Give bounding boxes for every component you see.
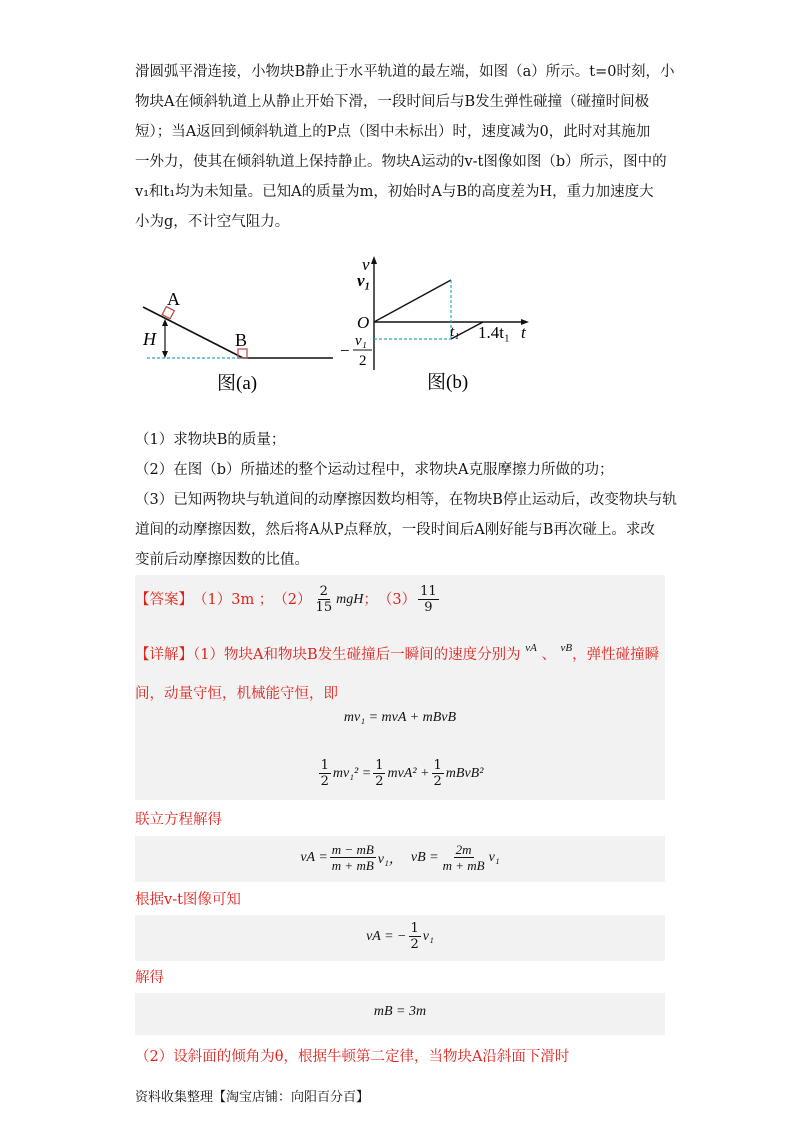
question-3-line-3: 变前后动摩擦因数的比值。 xyxy=(135,552,309,568)
t2-label: 1.4t₁ xyxy=(478,323,510,342)
figure-a xyxy=(135,285,340,395)
eq3-b-lhs: vB = xyxy=(410,849,439,865)
eq2-mid: mvA² + xyxy=(387,765,430,781)
eq3-b-num: 2m xyxy=(455,842,472,857)
v1-label: v₁ xyxy=(357,271,371,290)
eq3-a-tail: v₁， xyxy=(377,851,403,867)
answer-2-suffix: mgH xyxy=(336,591,364,607)
detail-tag: 【详解】 xyxy=(135,647,193,663)
answer-line xyxy=(135,584,665,615)
question-3-line-1: （3）已知两物块与轨道间的动摩擦因数均相等，在物块B停止运动后，改变物块与轨 xyxy=(135,492,677,508)
half-den: 2 xyxy=(359,353,367,369)
half-num: v₁ xyxy=(355,333,367,349)
figure-b xyxy=(335,252,540,397)
label-a: A xyxy=(167,289,180,309)
eq3-a-den: m + mB xyxy=(331,858,374,873)
eq3-a-num: m − mB xyxy=(331,842,374,857)
intro-line-3: 短）；当A返回到倾斜轨道上的P点（图中未标出）时，速度减为0，此时对其施加 xyxy=(135,124,651,140)
label-b: B xyxy=(235,330,248,350)
intro-line-1: 滑圆弧平滑连接，小物块B静止于水平轨道的最左端，如图（a）所示。t=0时刻，小 xyxy=(135,64,675,80)
eq3-a-lhs: vA = xyxy=(300,849,328,865)
axis-v-label: v xyxy=(362,255,370,274)
caption-a: 图(a) xyxy=(217,373,258,394)
eq4-tail: v₁ xyxy=(422,928,434,944)
answer-2-num: 2 xyxy=(319,584,328,599)
detail-comma: 、 xyxy=(541,647,556,663)
question-2: （2）在图（b）所描述的整个运动过程中，求物块A克服摩擦力所做的功； xyxy=(135,462,614,478)
part-2-line: （2）设斜面的倾角为θ，根据牛顿第二定律，当物块A沿斜面下滑时 xyxy=(135,1049,570,1065)
equation-velocities xyxy=(135,842,665,873)
graph-label: 根据v-t图像可知 xyxy=(135,892,241,908)
equation-momentum: mv₁ = mvA + mBvB xyxy=(343,710,457,725)
incline-line xyxy=(143,307,243,358)
eq2-frac-1-den: 2 xyxy=(320,774,329,789)
equation-va: vA = − $\frac{1}{2}$ v₁ xyxy=(366,921,434,952)
question-3-line-2: 道间的动摩擦因数，然后将A从P点释放，一段时间后A刚好能与B再次碰上。求改 xyxy=(135,522,655,538)
detail-text-1-end: ，弹性碰撞瞬 xyxy=(572,647,660,663)
detail-vb: vB xyxy=(560,642,573,654)
equation-energy: $\frac{1}{2}$ mv₁² = $\frac{1}{2}$ mvA² + $\frac{1}{2}$ mBvB² xyxy=(320,758,484,789)
detail-line-2: 间，动量守恒，机械能守恒，即 xyxy=(135,686,338,702)
answer-1: （1）3m ； xyxy=(193,591,274,608)
neg-sign: − xyxy=(340,341,350,360)
detail-va: vA xyxy=(525,642,537,654)
equation-mb: mB = 3m xyxy=(373,1004,427,1019)
answer-2-fraction xyxy=(314,584,335,615)
axis-t-label: t xyxy=(521,323,526,342)
answer-3-fraction xyxy=(418,584,439,615)
eq3-b-den: m + mB xyxy=(442,858,485,873)
detail-line-1 xyxy=(135,638,665,665)
eq2-lhs: mv₁² = xyxy=(332,765,372,781)
answer-sep: ； xyxy=(363,591,378,608)
caption-b: 图(b) xyxy=(427,372,469,393)
intro-line-2: 物块A在倾斜轨道上从静止开始下滑，一段时间后与B发生弹性碰撞（碰撞时间极 xyxy=(135,94,650,110)
answer-3-num: 11 xyxy=(420,584,437,599)
t1-label: t₁ xyxy=(450,324,460,340)
question-1: （1）求物块B的质量； xyxy=(135,432,286,448)
origin-label: O xyxy=(357,313,370,332)
answer-2-den: 15 xyxy=(315,600,333,615)
get-label: 解得 xyxy=(135,970,164,986)
answer-3-den: 9 xyxy=(424,600,433,615)
eq3-b-tail: v₁ xyxy=(488,849,500,865)
eq2-frac-1-num: 1 xyxy=(320,758,329,773)
eq4-lhs: vA = − xyxy=(366,928,407,944)
intro-line-6: 小为g，不计空气阻力。 xyxy=(135,214,290,230)
answer-2-prefix: （2） xyxy=(273,591,312,608)
graph-segment-up xyxy=(374,280,451,322)
label-h: H xyxy=(143,329,156,349)
intro-line-5: v₁和t₁均为未知量。已知A的质量为m，初始时A与B的高度差为H，重力加速度大 xyxy=(135,184,654,200)
eq2-rhs: mBvB² xyxy=(445,765,484,781)
answer-tag: 【答案】 xyxy=(135,591,193,608)
answer-3-prefix: （3） xyxy=(377,591,417,608)
detail-text-1: （1）物块A和物块B发生碰撞后一瞬间的速度分别为 xyxy=(193,647,521,663)
solve-label: 联立方程解得 xyxy=(135,812,222,828)
footer-source: 资料收集整理【淘宝店铺：向阳百分百】 xyxy=(135,1090,370,1105)
intro-line-4: 一外力，使其在倾斜轨道上保持静止。物块A运动的v-t图像如图（b）所示，图中的 xyxy=(135,154,667,170)
